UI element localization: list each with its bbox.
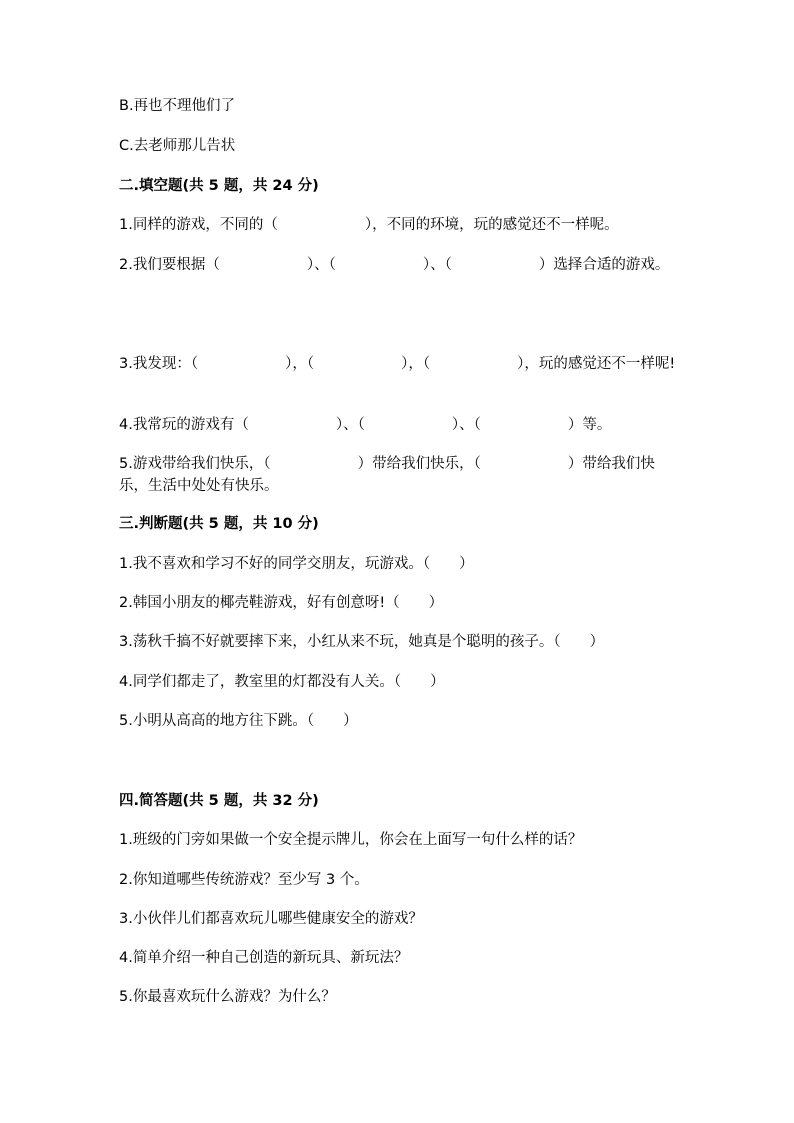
section-title-true-false: 三.判断题(共 5 题，共 10 分)	[119, 516, 319, 532]
true-false-question: 1.我不喜欢和学习不好的同学交朋友，玩游戏。（ ）	[119, 556, 474, 572]
fill-in-question: 3.我发现：（ ），（ ），（ ），玩的感觉还不一样呢!	[119, 356, 676, 372]
true-false-question: 4.同学们都走了，教室里的灯都没有人关。（ ）	[119, 674, 445, 690]
true-false-question: 3.荡秋千搞不好就要摔下来，小红从来不玩，她真是个聪明的孩子。（ ）	[119, 634, 605, 650]
short-answer-question: 5.你最喜欢玩什么游戏？为什么？	[119, 989, 336, 1005]
true-false-question: 5.小明从高高的地方往下跳。（ ）	[119, 713, 358, 729]
short-answer-question: 3.小伙伴儿们都喜欢玩儿哪些健康安全的游戏？	[119, 911, 423, 927]
fill-in-question: 1.同样的游戏，不同的（ ），不同的环境，玩的感觉还不一样呢。	[119, 217, 619, 233]
fill-in-question: 5.游戏带给我们快乐，（ ）带给我们快乐，（ ）带给我们快乐，生活中处处有快乐。	[119, 456, 655, 494]
true-false-question: 2.韩国小朋友的椰壳鞋游戏，好有创意呀!（ ）	[119, 595, 444, 611]
choice-option-c: C.去老师那儿告状	[119, 138, 236, 154]
choice-option-b: B.再也不理他们了	[119, 98, 236, 114]
short-answer-question: 4.简单介绍一种自己创造的新玩具、新玩法？	[119, 950, 409, 966]
fill-in-question: 4.我常玩的游戏有（ ）、（ ）、（ ）等。	[119, 417, 612, 433]
section-title-short-answer: 四.简答题(共 5 题，共 32 分)	[119, 793, 319, 809]
short-answer-question: 2.你知道哪些传统游戏？至少写 3 个。	[119, 872, 369, 888]
fill-in-question: 2.我们要根据（ ）、（ ）、（ ）选择合适的游戏。	[119, 257, 670, 273]
short-answer-question: 1.班级的门旁如果做一个安全提示牌儿，你会在上面写一句什么样的话？	[119, 832, 583, 848]
section-title-fill-in: 二.填空题(共 5 题，共 24 分)	[119, 178, 319, 194]
